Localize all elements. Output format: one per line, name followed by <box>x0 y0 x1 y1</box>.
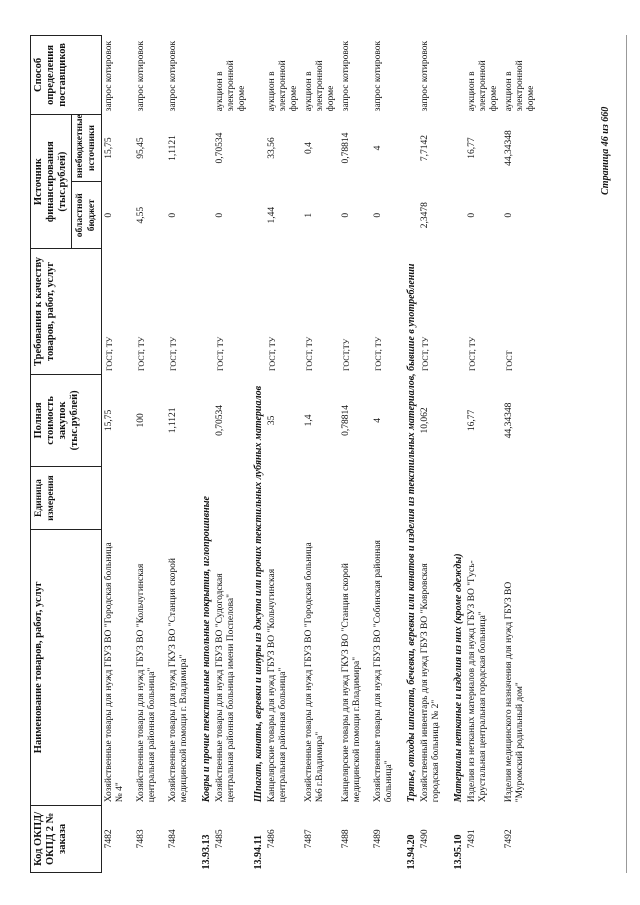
item-name: Канцелярские товары для нужд ГКУЗ ВО "Станция скорой медицинской помощи г.Владимира" <box>340 563 362 803</box>
unit-cell <box>465 467 502 530</box>
section-code: 13.95.10 <box>452 834 464 870</box>
regional-budget-value: 0 <box>503 212 514 218</box>
unit-cell <box>213 467 250 530</box>
regional-budget-value: 4,55 <box>135 206 146 224</box>
total-cost: 16,77 <box>466 409 477 432</box>
item-name: Хозяйственный инвентарь для нужд ГБУЗ ВО "Ковровская городская больница № 2" <box>419 563 441 803</box>
extra-budget-value: 15,75 <box>104 137 114 159</box>
total-cost: 100 <box>135 413 146 428</box>
quality-requirements: ГОСТ, ТУ <box>467 336 477 372</box>
header-cost: Полная стоимость закупок (тыс.рублей) <box>31 374 102 467</box>
quality-requirements: ГОСТ, ТУ <box>267 336 277 372</box>
regional-budget-value: 0 <box>340 212 351 218</box>
regional-budget-value: 0 <box>214 212 225 218</box>
unit-cell <box>102 467 134 530</box>
order-number: 7492 <box>503 829 514 849</box>
procurement-method: аукцион в электронной форме <box>214 60 247 112</box>
header-extra-budget: внебюджетные источники <box>72 114 102 181</box>
regional-budget-value: 0 <box>372 212 383 218</box>
header-name: Наименование товаров, работ, услуг <box>31 529 102 805</box>
item-name: Хозяйственные товары для нужд ГКУЗ ВО "Станция скорой медицинской помощи г. Владимира" <box>167 558 189 803</box>
table-row <box>265 36 302 873</box>
regional-budget-value: 1,44 <box>266 206 277 224</box>
procurement-method: аукцион в электронной форме <box>266 60 299 112</box>
unit-cell <box>134 467 166 530</box>
page-footer: Страница 46 из 660 <box>600 106 611 195</box>
item-name: Изделия из нетканых материалов для нужд ГБУЗ ВО "Гусь-Хрустальная центральная городская больница" <box>466 560 488 803</box>
total-cost: 1,4 <box>303 414 314 427</box>
unit-cell <box>339 467 371 530</box>
quality-requirements: ГОСТ, ТУ <box>373 336 383 372</box>
order-number: 7489 <box>372 829 383 849</box>
table-row <box>502 36 539 873</box>
header-method: Способ определения поставщиков <box>31 36 102 115</box>
order-number: 7483 <box>135 829 146 849</box>
procurement-method: аукцион в электронной форме <box>503 60 536 112</box>
unit-cell <box>265 467 302 530</box>
extra-budget-value: 0,70534 <box>214 132 225 164</box>
total-cost: 1,1121 <box>167 407 178 434</box>
regional-budget-value: 2,3478 <box>419 202 430 229</box>
extra-budget-value: 95,45 <box>135 137 146 159</box>
quality-requirements: ГОСТ, ТУ <box>420 336 430 372</box>
table-row <box>465 36 502 873</box>
extra-budget-value: 16,77 <box>466 137 477 159</box>
header-regional-budget: областной бюджет <box>72 182 102 249</box>
table-row <box>213 36 250 873</box>
extra-budget-value: 7,7142 <box>419 134 430 162</box>
order-number: 7487 <box>303 829 314 849</box>
extra-budget-value: 0,4 <box>303 142 314 154</box>
procurement-method: аукцион в электронной форме <box>466 60 499 112</box>
regional-budget-value: 1 <box>303 212 314 218</box>
section-row <box>450 36 465 873</box>
item-name: Канцелярские товары для нужд ГБУЗ ВО "Кольчугинская центральная районная больница" <box>266 568 288 803</box>
section-title: Тряпье, отходы шпагата, бечевки, веревки или канатов и изделия из текстильных материалов, бывшие в употреблении <box>405 263 417 803</box>
section-code: 13.94.20 <box>405 834 417 870</box>
regional-budget-value: 0 <box>167 212 178 218</box>
procurement-method: запрос котировок <box>419 40 430 112</box>
order-number: 7485 <box>214 829 225 849</box>
section-row <box>250 36 265 873</box>
extra-budget-value: 33,56 <box>266 137 277 159</box>
section-row <box>403 36 418 873</box>
section-code: 13.94.11 <box>252 835 264 870</box>
total-cost: 35 <box>266 415 277 426</box>
item-name: Хозяйственные товары для нужд ГБУЗ ВО "Судогодская центральная районная больница имени Поспелова" <box>214 573 236 803</box>
order-number: 7491 <box>466 829 477 849</box>
table-row <box>302 36 339 873</box>
regional-budget-value: 0 <box>104 212 114 218</box>
regional-budget-value: 0 <box>466 212 477 218</box>
procurement-method: запрос котировок <box>167 40 178 112</box>
bottom-rule <box>626 35 627 873</box>
quality-requirements: ГОСТ, ТУ <box>105 336 114 372</box>
total-cost: 0,70534 <box>214 404 225 436</box>
table-row <box>134 36 166 873</box>
section-title: Материалы нетканые и изделия из них (кроме одежды) <box>452 553 464 803</box>
header-financing: Источник финансирования (тыс.рублей) <box>31 114 72 248</box>
unit-cell <box>502 467 539 530</box>
unit-cell <box>418 467 450 530</box>
section-row <box>198 36 213 873</box>
unit-cell <box>302 467 339 530</box>
total-cost: 4 <box>372 418 383 423</box>
order-number: 7486 <box>266 829 277 849</box>
unit-cell <box>166 467 198 530</box>
quality-requirements: ГОСТ,ТУ <box>341 338 351 372</box>
item-name: Хозяйственные товары для нужд ГБУЗ ВО "Городская больница №6 г.Владимира" <box>303 542 325 803</box>
procurement-method: запрос котировок <box>104 40 114 112</box>
section-title: Ковры и прочие текстильные напольные покрытия, иглопрошивные <box>200 496 212 803</box>
quality-requirements: ГОСТ, ТУ <box>136 336 146 372</box>
procurement-method: запрос котировок <box>372 40 383 112</box>
extra-budget-value: 1,1121 <box>167 135 178 161</box>
table-row <box>418 36 450 873</box>
unit-cell <box>371 467 403 530</box>
procurement-method: запрос котировок <box>340 40 351 112</box>
table-row <box>339 36 371 873</box>
item-name: Хозяйственные товары для нужд ГБУЗ ВО "Кольчугинская центральная районная больница" <box>135 563 157 803</box>
procurement-method: запрос котировок <box>135 40 146 112</box>
header-unit: Единица измерения <box>31 467 102 530</box>
extra-budget-value: 44,34348 <box>503 130 514 166</box>
item-name: Хозяйственные товары для нужд ГБУЗ ВО "Городская больница № 4" <box>104 542 125 803</box>
quality-requirements: ГОСТ, ТУ <box>168 336 178 372</box>
procurement-method: аукцион в электронной форме <box>303 60 336 112</box>
table-body <box>102 36 539 873</box>
table-row <box>371 36 403 873</box>
order-number: 7484 <box>167 829 178 849</box>
order-number: 7488 <box>340 829 351 849</box>
header-code: Код ОКПД/ ОКПД 2 № заказа <box>31 805 102 872</box>
total-cost: 15,75 <box>104 409 114 432</box>
extra-budget-value: 4 <box>372 145 383 151</box>
order-number: 7490 <box>419 829 430 849</box>
order-number: 7482 <box>104 829 114 849</box>
quality-requirements: ГОСТ <box>504 350 514 372</box>
section-code: 13.93.13 <box>200 834 212 870</box>
table-row <box>166 36 198 873</box>
total-cost: 0,78814 <box>340 404 351 436</box>
extra-budget-value: 0,78814 <box>340 132 351 164</box>
total-cost: 44,34348 <box>503 402 514 439</box>
section-title: Шпагат, канаты, веревки и шнуры из джута или прочих текстильных лубяных материалов <box>252 385 264 803</box>
header-requirements: Требования к качеству товаров, работ, услуг <box>31 249 102 374</box>
total-cost: 10,062 <box>419 407 430 434</box>
quality-requirements: ГОСТ, ТУ <box>215 336 225 372</box>
quality-requirements: ГОСТ, ТУ <box>304 336 314 372</box>
item-name: Хозяйственные товары для нужд ГБУЗ ВО "Собинская районная больница" <box>372 540 394 803</box>
item-name: Изделия медицинского назначения для нужд ГБУЗ ВО "Муромский родильный дом" <box>503 581 525 803</box>
procurement-table <box>30 35 539 873</box>
table-row <box>102 36 134 873</box>
